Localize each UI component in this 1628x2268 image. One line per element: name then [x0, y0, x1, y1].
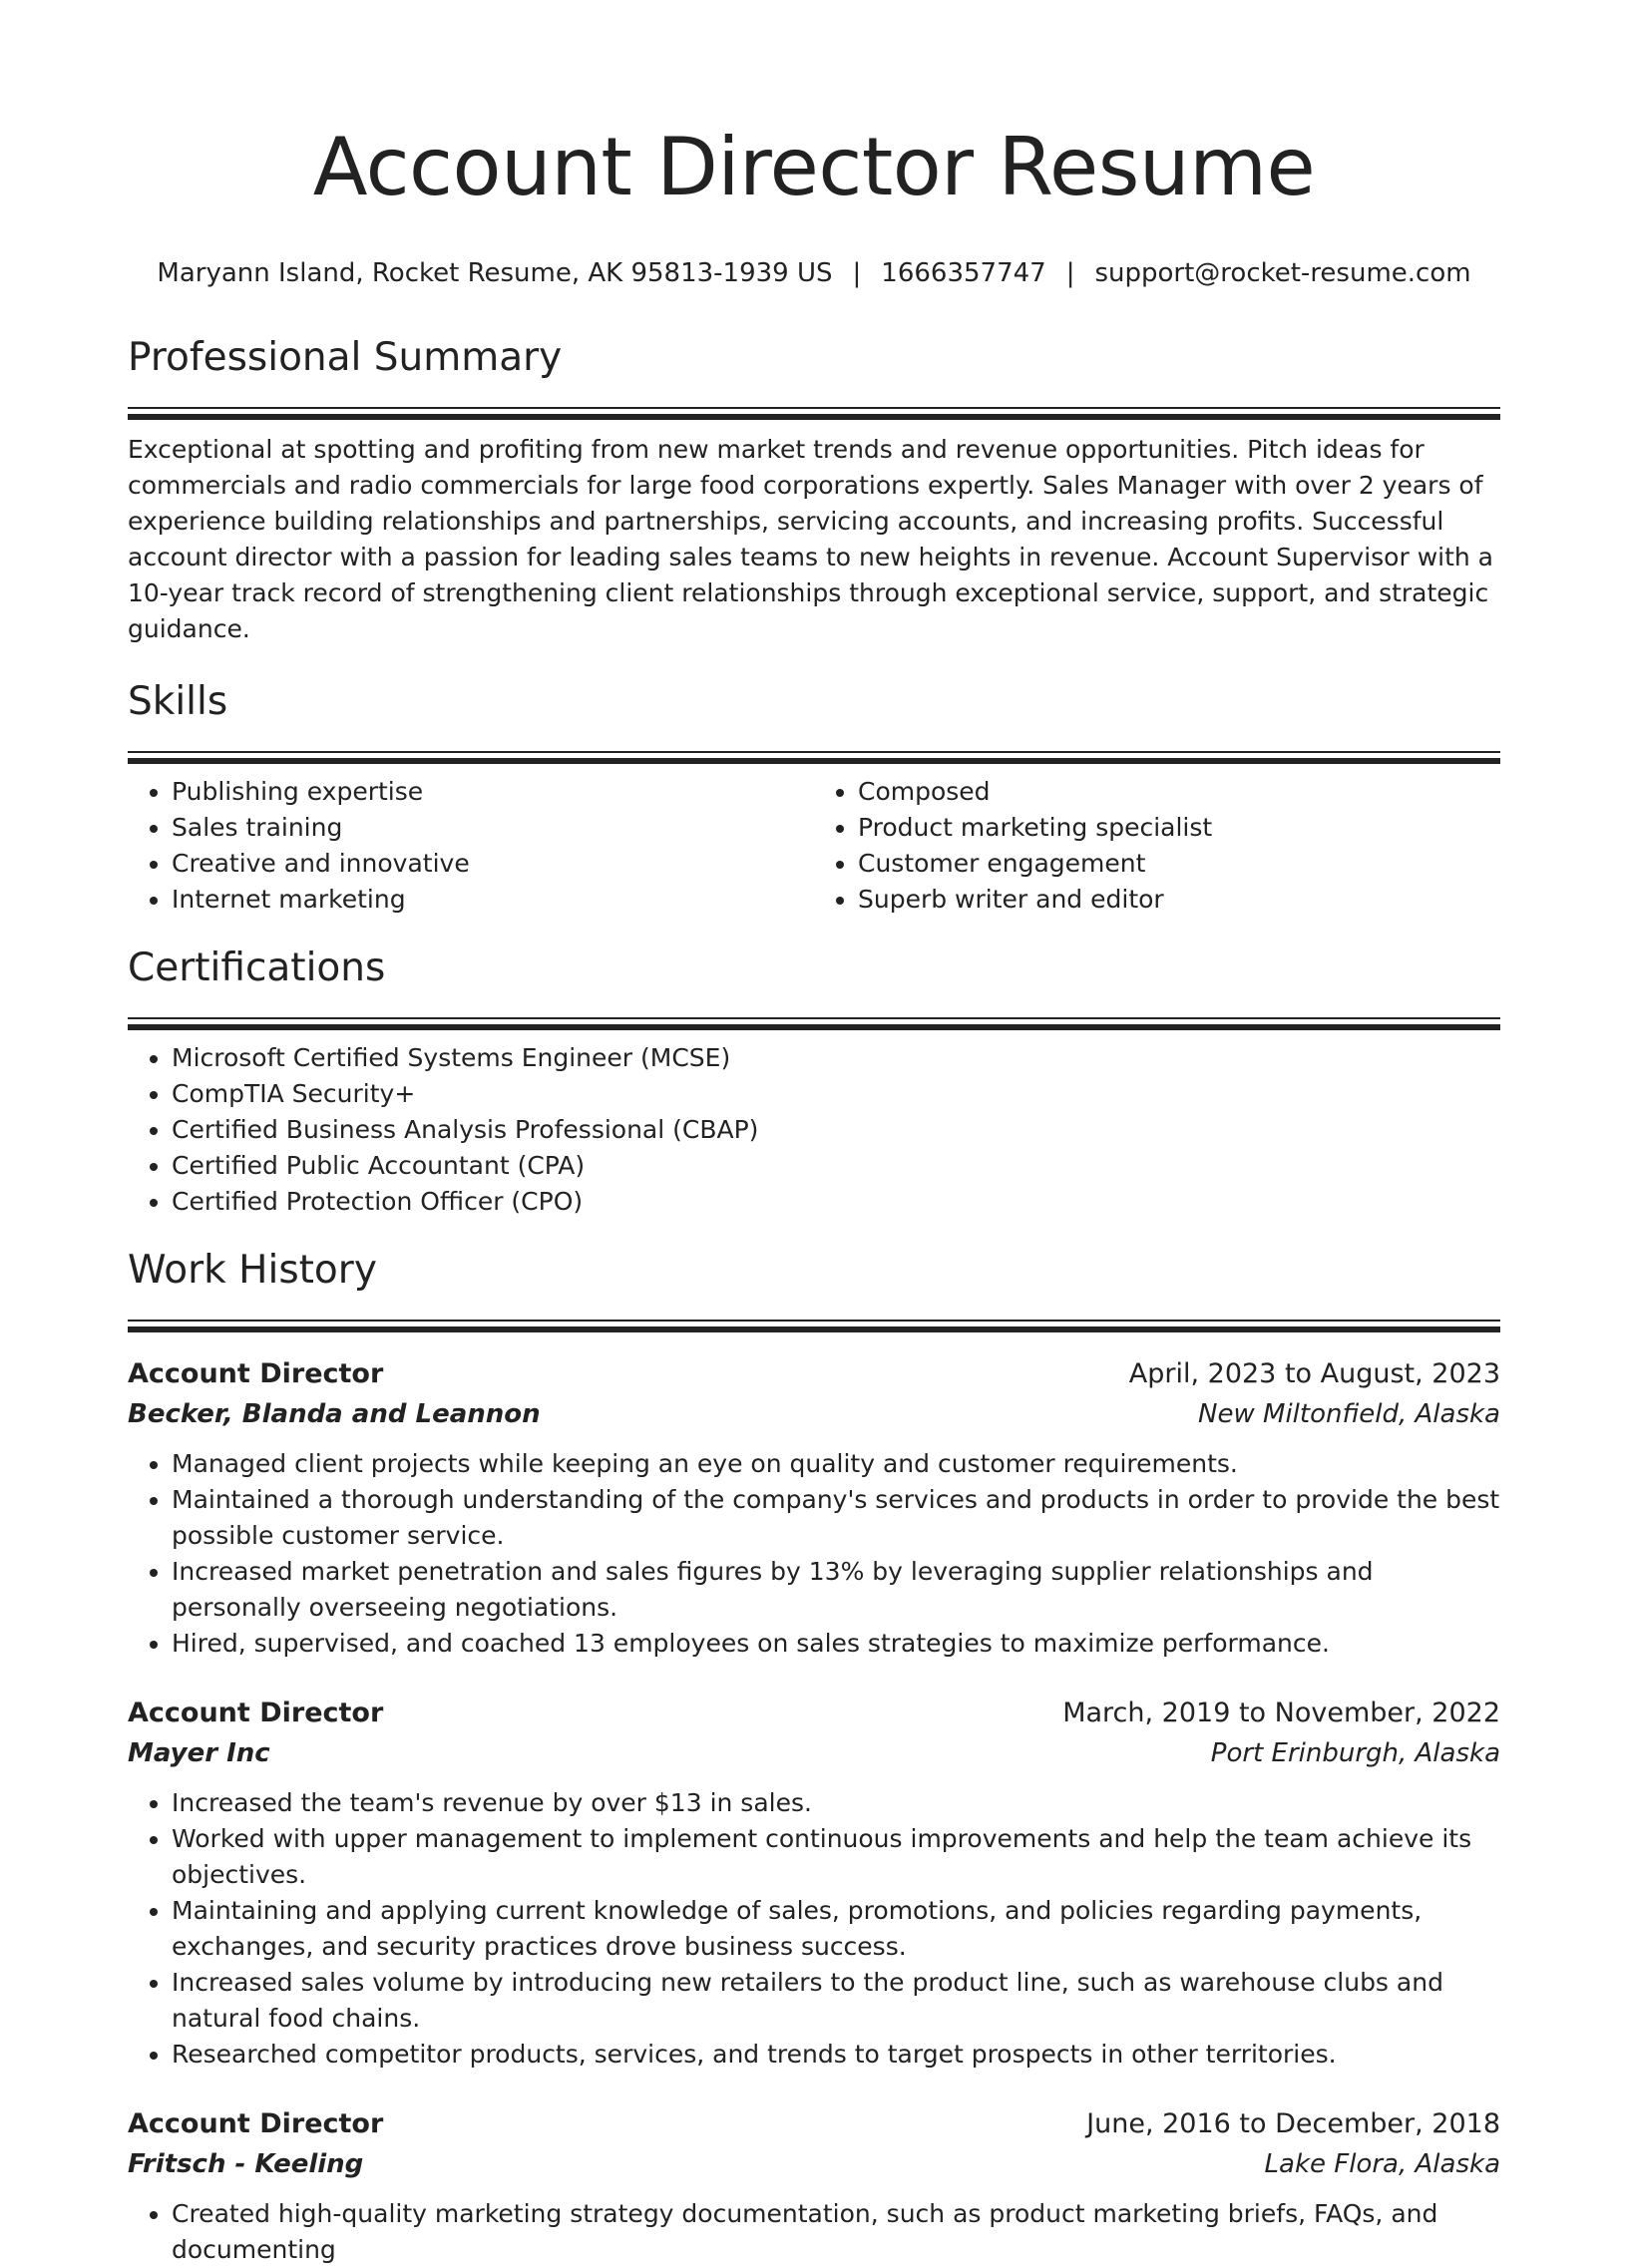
- work-history-section: [128, 1246, 1500, 2268]
- section-divider: [128, 407, 1500, 420]
- section-heading: Work History: [128, 1248, 377, 1293]
- job-bullets: [128, 2196, 1500, 2268]
- list-item: • Researched competitor products, services, and trends to target prospects in other territories.: [172, 2037, 1500, 2073]
- list-item: • Sales training: [172, 810, 814, 846]
- list-item: • Certified Protection Officer (CPO): [172, 1184, 1500, 1220]
- contact-separator: |: [852, 258, 862, 288]
- professional-summary-section: [128, 333, 1500, 647]
- list-item: • Hired, supervised, and coached 13 employees on sales strategies to maximize performance.: [172, 1626, 1500, 1662]
- list-item: • Maintained a thorough understanding of the company's services and products in order to provide the best possible customer service.: [172, 1482, 1500, 1554]
- job-subheader: [128, 2144, 1500, 2184]
- job-subheader: [128, 1394, 1500, 1434]
- section-divider: [128, 1320, 1500, 1332]
- list-item: • Managed client projects while keeping an eye on quality and customer requirements.: [172, 1446, 1500, 1482]
- list-item: • Publishing expertise: [172, 774, 814, 810]
- certifications-section: [128, 944, 1500, 1220]
- job-bullets: [128, 1785, 1500, 2073]
- page-title: Account Director Resume: [312, 121, 1316, 213]
- job-entry: [128, 2104, 1500, 2268]
- list-item: • Creative and innovative: [172, 846, 814, 882]
- contact-email[interactable]: support@rocket-resume.com: [1094, 258, 1471, 288]
- list-item: • Increased sales volume by introducing new retailers to the product line, such as warehouse clubs and natural food chains.: [172, 1965, 1500, 2037]
- job-company: Fritsch - Keeling: [128, 2149, 364, 2179]
- job-entry: [128, 1354, 1500, 1662]
- skills-section: [128, 677, 1500, 918]
- section-divider: [128, 751, 1500, 764]
- section-heading: Certifications: [128, 945, 386, 990]
- job-title: Account Director: [128, 1358, 384, 1389]
- job-header: [128, 1694, 1500, 1733]
- list-item: • Worked with upper management to implement continuous improvements and help the team achieve its objectives.: [172, 1821, 1500, 1893]
- list-item: • CompTIA Security+: [172, 1076, 1500, 1112]
- list-item: • Composed: [858, 774, 1500, 810]
- list-item: • Increased market penetration and sales figures by 13% by leveraging supplier relationships and personally overseeing negotiations.: [172, 1554, 1500, 1626]
- job-title: Account Director: [128, 1698, 384, 1728]
- list-item: • Created high-quality marketing strategy documentation, such as product marketing briefs, FAQs, and documenting: [172, 2196, 1500, 2268]
- list-item: • Product marketing specialist: [858, 810, 1500, 846]
- contact-phone: 1666357747: [881, 258, 1046, 288]
- job-bullets: [128, 1446, 1500, 1662]
- list-item: • Microsoft Certified Systems Engineer (MCSE): [172, 1040, 1500, 1076]
- list-item: • Customer engagement: [858, 846, 1500, 882]
- job-title: Account Director: [128, 2108, 384, 2139]
- section-heading: Professional Summary: [128, 335, 563, 380]
- list-item: • Superb writer and editor: [858, 882, 1500, 918]
- skills-list-left: [128, 774, 814, 918]
- list-item: • Certified Business Analysis Professional (CBAP): [172, 1112, 1500, 1148]
- job-location: New Miltonfield, Alaska: [1198, 1399, 1500, 1429]
- summary-text: Exceptional at spotting and profiting from new market trends and revenue opportunities. Pitch ideas for commercials and radio commercials for large food corporations expertly. Sales Manager with over 2 years of experience building relationships and partnerships, servicing accounts, and increasing profits. Successful account director with a passion for leading sales teams to new heights in revenue. Account Supervisor with a 10-year track record of strengthening client relationships through exceptional service, support, and strategic guidance.: [128, 435, 1494, 643]
- list-item: • Internet marketing: [172, 882, 814, 918]
- job-company: Becker, Blanda and Leannon: [128, 1399, 541, 1429]
- contact-separator: |: [1065, 258, 1075, 288]
- job-dates: April, 2023 to August, 2023: [1128, 1358, 1500, 1389]
- skills-list-right: [814, 774, 1500, 918]
- job-location: Port Erinburgh, Alaska: [1210, 1738, 1500, 1768]
- list-item: • Certified Public Accountant (CPA): [172, 1148, 1500, 1184]
- contact-address: Maryann Island, Rocket Resume, AK 95813-1939 US: [157, 258, 833, 288]
- job-entry: [128, 1694, 1500, 2073]
- section-divider: [128, 1017, 1500, 1030]
- certifications-list: [128, 1040, 1500, 1220]
- job-dates: June, 2016 to December, 2018: [1086, 2108, 1500, 2139]
- list-item: • Increased the team's revenue by over $13 in sales.: [172, 1785, 1500, 1821]
- job-header: [128, 1354, 1500, 1394]
- skills-columns: [128, 774, 1500, 918]
- job-subheader: [128, 1733, 1500, 1773]
- section-heading: Skills: [128, 679, 228, 724]
- contact-line: [128, 253, 1500, 293]
- list-item: • Maintaining and applying current knowledge of sales, promotions, and policies regarding payments, exchanges, and security practices drove business success.: [172, 1893, 1500, 1965]
- job-dates: March, 2019 to November, 2022: [1062, 1698, 1500, 1728]
- job-company: Mayer Inc: [128, 1738, 270, 1768]
- job-header: [128, 2104, 1500, 2144]
- job-location: Lake Flora, Alaska: [1264, 2149, 1500, 2179]
